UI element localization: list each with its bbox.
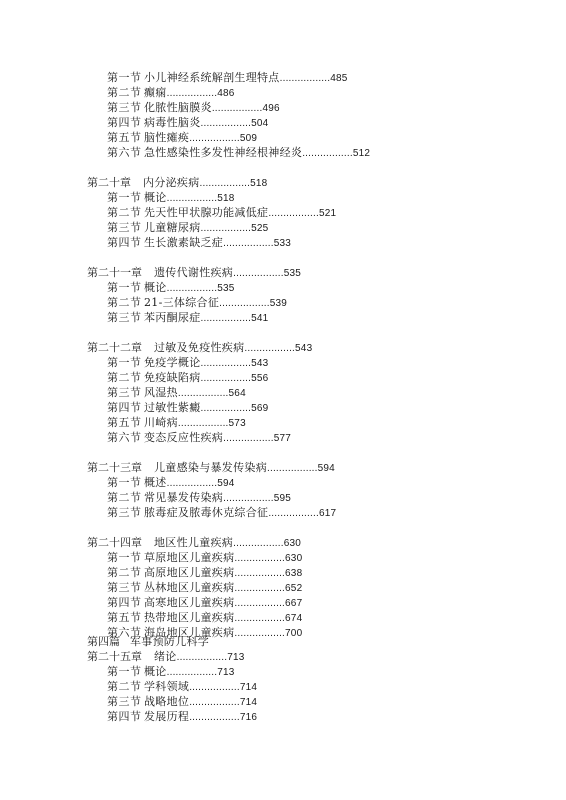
page-number: 535 (217, 283, 235, 294)
section-title: 变态反应性疾病 (144, 431, 224, 444)
section-title: 小儿神经系统解剖生理特点 (144, 71, 280, 84)
leader-dots: ................. (234, 628, 286, 639)
page-number: 638 (285, 568, 303, 579)
toc-section-entry (107, 595, 302, 610)
page-number: 595 (273, 493, 292, 504)
chapter-title: 地区性儿童疾病 (154, 536, 234, 549)
page-number: 543 (295, 343, 313, 354)
page-number: 674 (285, 613, 303, 624)
section-title: 概论 (144, 191, 167, 204)
section-number: 第一节 (107, 191, 142, 204)
leader-dots: ................. (199, 178, 251, 189)
leader-dots: ................. (189, 712, 240, 723)
section-number: 第四节 (107, 596, 142, 609)
section-title: 战略地位 (144, 695, 190, 708)
page-number: 713 (217, 667, 235, 678)
leader-dots: ................. (200, 403, 252, 414)
toc-section-entry (107, 115, 268, 130)
section-number: 第一节 (107, 551, 142, 564)
section-title: 21-三体综合征 (144, 296, 220, 309)
section-title: 发展历程 (144, 710, 190, 723)
page-number: 485 (330, 73, 348, 84)
page-number: 577 (273, 433, 292, 444)
toc-section-entry (107, 475, 235, 490)
leader-dots: ................. (177, 418, 229, 429)
leader-dots: ................. (234, 583, 286, 594)
section-title: 丛林地区儿童疾病 (144, 581, 235, 594)
section-number: 第二节 (107, 371, 142, 384)
leader-dots: ................. (302, 148, 353, 159)
page-number: 630 (283, 538, 302, 549)
page-number: 700 (285, 628, 303, 639)
toc-section-entry (107, 295, 287, 310)
section-number: 第四节 (107, 116, 142, 129)
section-number: 第五节 (107, 611, 142, 624)
toc-section-entry (107, 709, 257, 724)
leader-dots: ................. (200, 223, 252, 234)
toc-section-entry (107, 235, 291, 250)
section-title: 概论 (144, 281, 167, 294)
leader-dots: ................. (268, 208, 319, 219)
section-number: 第三节 (107, 386, 142, 399)
toc-section-entry (107, 145, 370, 160)
leader-dots: ................. (233, 538, 284, 549)
leader-dots: ................. (223, 493, 274, 504)
section-title: 生长激素缺乏症 (144, 236, 224, 249)
leader-dots: ................. (234, 568, 286, 579)
page-number: 541 (251, 313, 269, 324)
toc-section-entry (107, 415, 246, 430)
toc-section-entry (107, 355, 268, 370)
section-number: 第二节 (107, 566, 142, 579)
leader-dots: ................. (279, 73, 331, 84)
toc-chapter-entry (87, 460, 335, 475)
page-number: 521 (318, 208, 337, 219)
section-number: 第一节 (107, 476, 142, 489)
leader-dots: ................. (166, 88, 218, 99)
page-number: 713 (227, 652, 245, 663)
page-number: 525 (251, 223, 269, 234)
toc-section-entry (107, 694, 257, 709)
page-number: 518 (217, 193, 235, 204)
section-title: 癫痫 (144, 86, 167, 99)
toc-section-entry (107, 580, 302, 595)
section-title: 川崎病 (144, 416, 178, 429)
section-title: 先天性甲状腺功能减低症 (144, 206, 269, 219)
leader-dots: ................. (200, 373, 252, 384)
section-title: 学科领域 (144, 680, 190, 693)
leader-dots: ................. (234, 598, 286, 609)
page-number: 594 (217, 478, 235, 489)
leader-dots: ................. (244, 343, 296, 354)
chapter-title: 儿童感染与暴发传染病 (154, 461, 267, 474)
leader-dots: ................. (223, 238, 274, 249)
leader-dots: ................. (189, 133, 240, 144)
page-number: 714 (239, 682, 258, 693)
toc-section-entry (107, 70, 348, 85)
section-number: 第二节 (107, 206, 142, 219)
page-number: 569 (251, 403, 269, 414)
leader-dots: ................. (200, 358, 252, 369)
section-number: 第六节 (107, 431, 142, 444)
section-number: 第四节 (107, 401, 142, 414)
page-number: 556 (251, 373, 269, 384)
toc-chapter-entry (87, 535, 301, 550)
page-number: 518 (250, 178, 268, 189)
page-number: 564 (228, 388, 246, 399)
section-title: 脑性瘫痪 (144, 131, 190, 144)
toc-section-entry (107, 679, 257, 694)
section-title: 常见暴发传染病 (144, 491, 224, 504)
section-title: 概述 (144, 476, 167, 489)
section-number: 第一节 (107, 71, 142, 84)
page-number: 667 (285, 598, 303, 609)
toc-section-entry (107, 400, 268, 415)
section-number: 第一节 (107, 356, 142, 369)
toc-chapter-entry (87, 340, 312, 355)
section-number: 第三节 (107, 695, 142, 708)
toc-chapter-entry (87, 175, 267, 190)
section-title: 过敏性紫癜 (144, 401, 201, 414)
toc-section-entry (107, 490, 291, 505)
leader-dots: ................. (166, 478, 218, 489)
toc-section-entry (107, 550, 302, 565)
leader-dots: ................. (166, 667, 218, 678)
toc-section-entry (107, 205, 336, 220)
leader-dots: ................. (267, 463, 318, 474)
leader-dots: ................. (166, 283, 218, 294)
section-number: 第四节 (107, 710, 142, 723)
section-title: 概论 (144, 665, 167, 678)
page-number: 543 (251, 358, 269, 369)
toc-section-entry (107, 370, 268, 385)
section-number: 第一节 (107, 665, 142, 678)
section-number: 第二节 (107, 296, 142, 309)
leader-dots: ................. (166, 193, 218, 204)
toc-section-entry (107, 190, 235, 205)
leader-dots: ................. (223, 433, 274, 444)
leader-dots: ................. (234, 613, 286, 624)
page-number: 594 (317, 463, 335, 474)
chapter-title: 过敏及免疫性疾病 (154, 341, 245, 354)
page-number: 509 (239, 133, 258, 144)
toc-section-entry (107, 385, 246, 400)
leader-dots: ................. (200, 118, 252, 129)
section-title: 高原地区儿童疾病 (144, 566, 235, 579)
leader-dots: ................. (211, 103, 263, 114)
section-number: 第五节 (107, 416, 142, 429)
leader-dots: ................. (189, 682, 240, 693)
toc-section-entry (107, 310, 268, 325)
chapter-number: 第二十一章 (87, 266, 142, 279)
page-number: 486 (217, 88, 235, 99)
chapter-number: 第二十二章 (87, 341, 142, 354)
toc-section-entry (107, 130, 257, 145)
page-number: 504 (251, 118, 269, 129)
section-number: 第三节 (107, 101, 142, 114)
toc-section-entry (107, 100, 280, 115)
page-number: 573 (228, 418, 246, 429)
chapter-title: 遗传代谢性疾病 (154, 266, 234, 279)
toc-section-entry (107, 610, 302, 625)
page-number: 535 (283, 268, 302, 279)
leader-dots: ................. (234, 553, 286, 564)
section-number: 第二节 (107, 680, 142, 693)
page-number: 617 (318, 508, 337, 519)
page-number: 512 (352, 148, 371, 159)
leader-dots: ................. (176, 652, 228, 663)
section-title: 苯丙酮尿症 (144, 311, 201, 324)
page-number: 714 (239, 697, 258, 708)
section-number: 第二节 (107, 86, 142, 99)
toc-section-entry (107, 220, 268, 235)
leader-dots: ................. (219, 298, 270, 309)
chapter-number: 第二十三章 (87, 461, 142, 474)
toc-section-entry (107, 565, 302, 580)
section-number: 第三节 (107, 221, 142, 234)
section-title: 免疫学概论 (144, 356, 201, 369)
section-number: 第三节 (107, 581, 142, 594)
toc-section-entry (107, 280, 235, 295)
leader-dots: ................. (200, 313, 252, 324)
section-title: 儿童糖尿病 (144, 221, 201, 234)
toc-section-entry (107, 664, 235, 679)
toc-section-entry (107, 85, 235, 100)
leader-dots: ................. (268, 508, 319, 519)
chapter-title: 绪论 (154, 650, 177, 663)
toc-part-heading (87, 634, 209, 649)
section-number: 第五节 (107, 131, 142, 144)
section-number: 第六节 (107, 146, 142, 159)
section-number: 第三节 (107, 311, 142, 324)
leader-dots: ................. (233, 268, 284, 279)
section-number: 第四节 (107, 236, 142, 249)
chapter-number: 第二十章 (87, 176, 131, 189)
section-number: 第二节 (107, 491, 142, 504)
section-title: 免疫缺陷病 (144, 371, 201, 384)
section-title: 海岛地区儿童疾病 (144, 626, 235, 639)
toc-section-entry (107, 505, 336, 520)
page-number: 652 (285, 583, 303, 594)
section-number: 第三节 (107, 506, 142, 519)
section-title: 草原地区儿童疾病 (144, 551, 235, 564)
leader-dots: ................. (189, 697, 240, 708)
section-title: 脓毒症及脓毒休克综合征 (144, 506, 269, 519)
section-title: 热带地区儿童疾病 (144, 611, 235, 624)
leader-dots: ................. (177, 388, 229, 399)
part-title: 军事预防儿科学 (130, 635, 210, 648)
toc-chapter-entry (87, 649, 245, 664)
section-title: 病毒性脑炎 (144, 116, 201, 129)
section-number: 第一节 (107, 281, 142, 294)
section-title: 急性感染性多发性神经根神经炎 (144, 146, 303, 159)
page-number: 630 (285, 553, 303, 564)
section-title: 风湿热 (144, 386, 178, 399)
section-title: 高寒地区儿童疾病 (144, 596, 235, 609)
chapter-number: 第二十四章 (87, 536, 142, 549)
chapter-title: 内分泌疾病 (143, 176, 200, 189)
chapter-number: 第二十五章 (87, 650, 142, 663)
section-number: 第六节 (107, 626, 142, 639)
page-number: 496 (262, 103, 280, 114)
toc-section-entry (107, 430, 291, 445)
page-number: 533 (273, 238, 292, 249)
page-number: 716 (239, 712, 258, 723)
section-title: 化脓性脑膜炎 (144, 101, 212, 114)
page-number: 539 (269, 298, 288, 309)
toc-chapter-entry (87, 265, 301, 280)
part-number: 第四篇 (87, 635, 120, 648)
